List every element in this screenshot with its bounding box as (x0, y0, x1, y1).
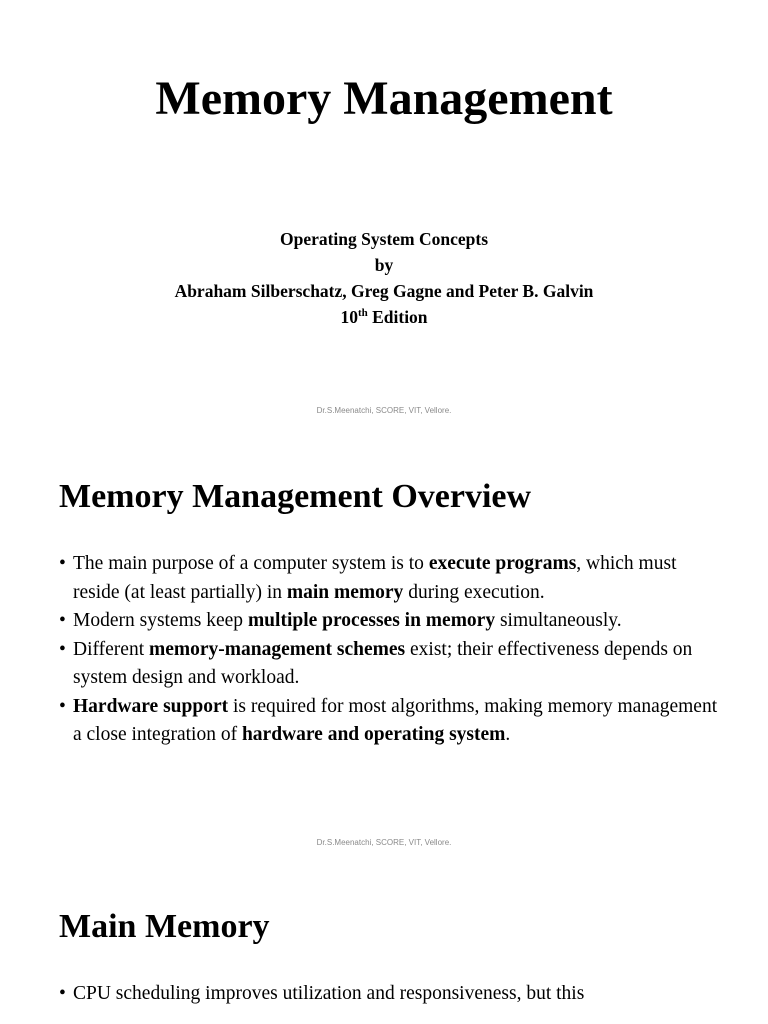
bullet-text: . (505, 724, 511, 745)
bullet-emphasis: multiple processes in memory (247, 610, 496, 631)
bullet-item (59, 607, 719, 636)
edition-number: 10 (340, 307, 358, 327)
bullet-icon: • (59, 983, 66, 1004)
bullet-emphasis: memory-management schemes (148, 638, 406, 660)
slide-credit: Dr.S.Meenatchi, SCORE, VIT, Vellore. (316, 838, 452, 847)
main-memory-slide (0, 866, 768, 1024)
edition-word: Edition (367, 307, 428, 327)
bullet-list (59, 550, 719, 750)
bullet-text: Modern systems keep (73, 610, 248, 631)
title-slide (0, 0, 768, 432)
overview-slide (0, 432, 768, 866)
bullet-item (59, 693, 719, 750)
bullet-emphasis: Hardware support (73, 695, 229, 717)
bullet-text: exist; their effectiveness depends on system design and workload. (73, 638, 693, 688)
book-info (0, 226, 768, 330)
bullet-icon: • (59, 695, 66, 717)
book-edition (0, 304, 768, 330)
main-title: Memory Management (155, 72, 613, 125)
book-authors: Abraham Silberschatz, Greg Gagne and Peter B. Galvin (174, 281, 594, 301)
slide-heading: Memory Management Overview (59, 478, 532, 515)
bullet-emphasis: main memory (286, 581, 404, 603)
bullet-icon: • (59, 638, 66, 660)
slide-heading: Main Memory (59, 908, 270, 945)
slide-credit: Dr.S.Meenatchi, SCORE, VIT, Vellore. (316, 406, 452, 415)
bullet-text: during execution. (403, 581, 545, 603)
bullet-text: CPU scheduling improves utilization and responsiveness, but this (73, 983, 585, 1004)
bullet-item (59, 980, 719, 1009)
bullet-emphasis: hardware and operating system (241, 724, 506, 745)
book-by: by (374, 255, 394, 275)
bullet-icon: • (59, 610, 66, 631)
bullet-item (59, 550, 719, 607)
bullet-text: , which must reside (at least partially) in (73, 553, 677, 603)
bullet-text: The main purpose of a computer system is to (73, 553, 429, 574)
book-title: Operating System Concepts (279, 229, 489, 249)
bullet-icon: • (59, 553, 66, 574)
bullet-list (59, 980, 719, 1009)
bullet-item (59, 636, 719, 693)
bullet-emphasis: execute programs (428, 553, 577, 574)
bullet-text: Different (73, 638, 149, 660)
bullet-text: is required for most algorithms, making memory management a close integration of (73, 695, 718, 745)
bullet-text: simultaneously. (495, 610, 622, 631)
edition-superscript: th (357, 307, 368, 320)
